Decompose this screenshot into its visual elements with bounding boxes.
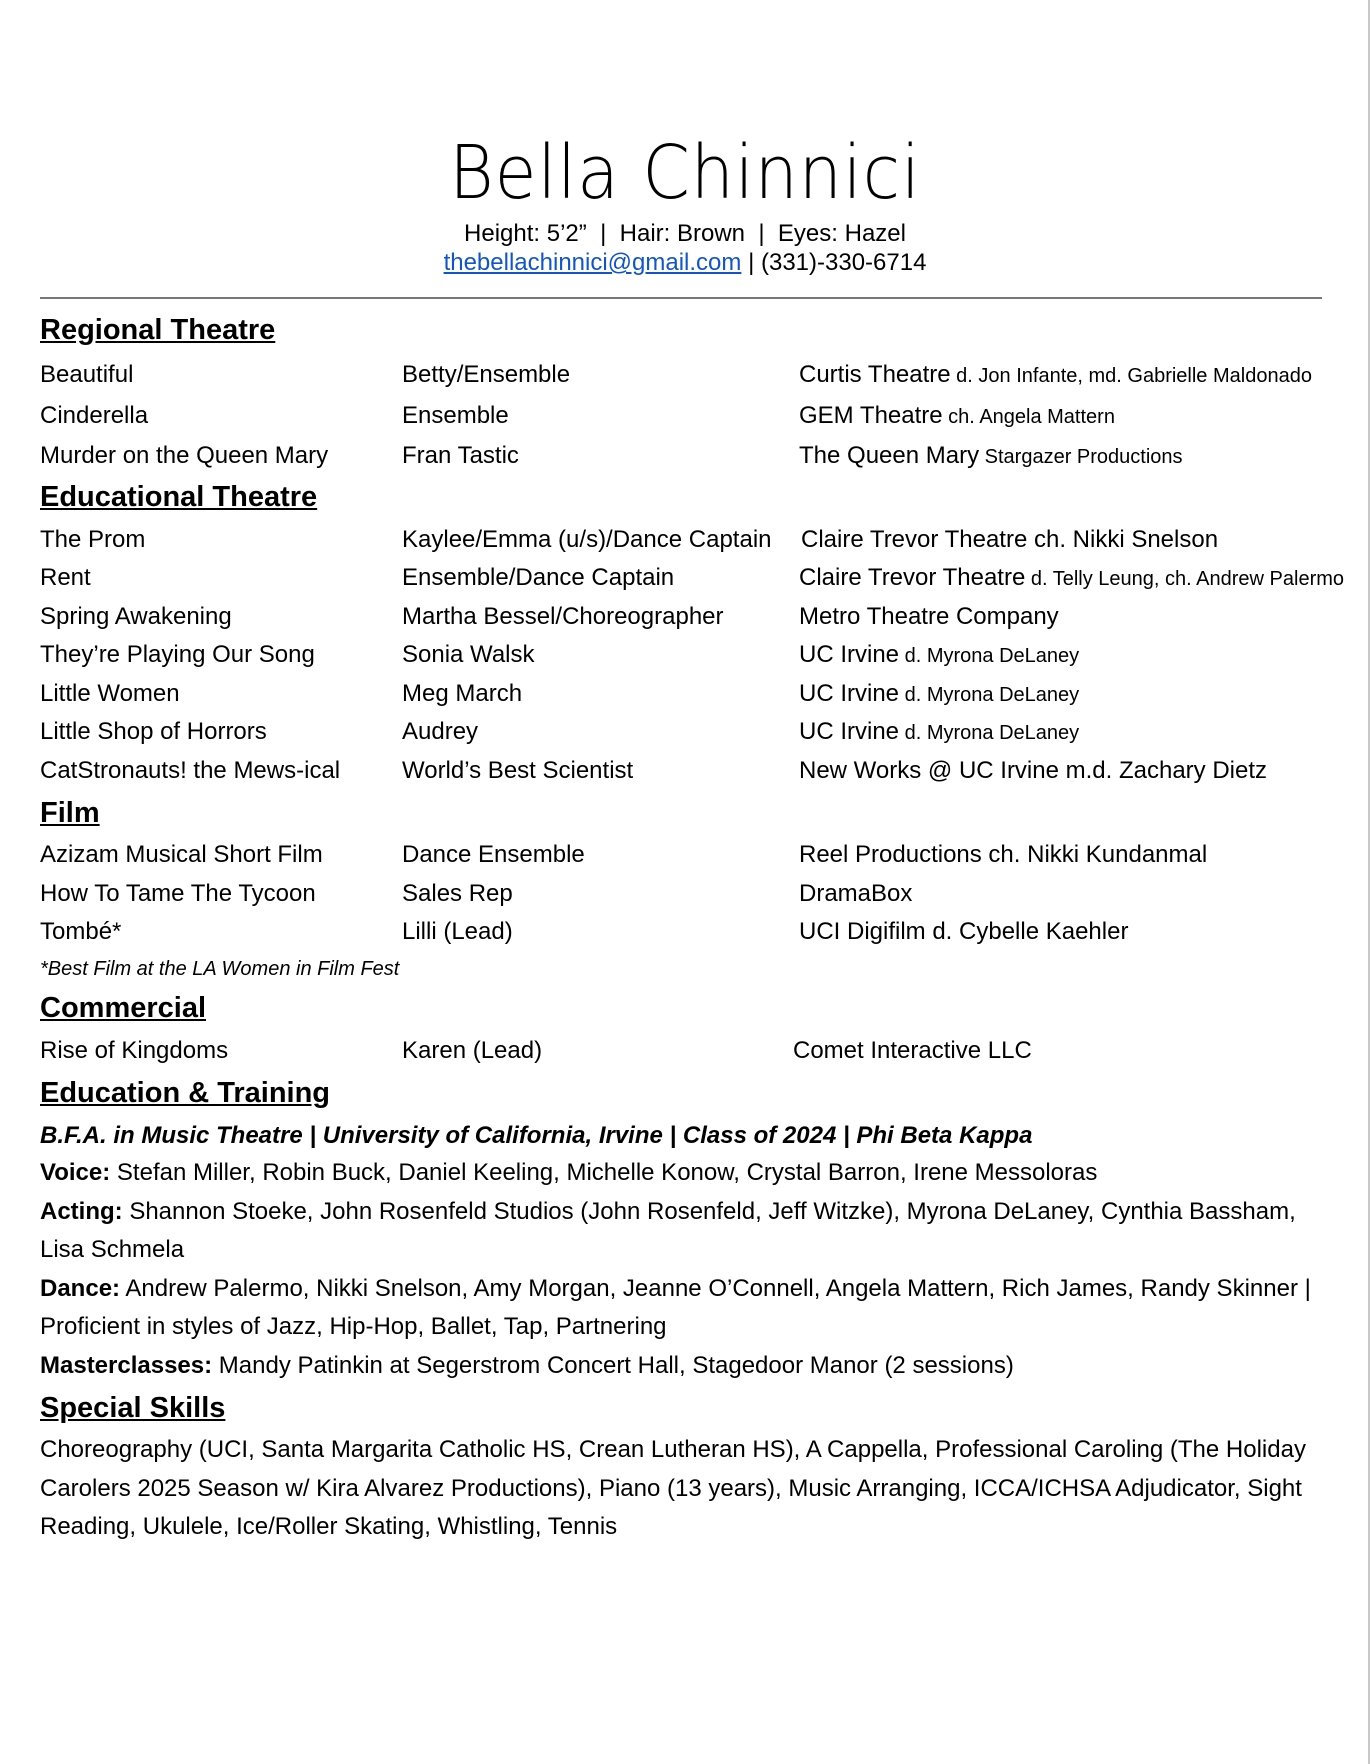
- credit-venue: GEM Theatre ch. Angela Mattern: [799, 402, 1115, 429]
- training-block: [40, 1154, 1340, 1385]
- credit-show: How To Tame The Tycoon: [40, 880, 316, 907]
- contact-separator: |: [741, 249, 761, 276]
- credit-show: Beautiful: [40, 361, 134, 388]
- credit-show: The Prom: [40, 526, 146, 553]
- section-title-regional: Regional Theatre: [40, 314, 276, 346]
- credit-venue: UC Irvine d. Myrona DeLaney: [799, 718, 1080, 745]
- section-title-film: Film: [40, 797, 100, 829]
- credit-role: Ensemble: [402, 402, 509, 429]
- training-masterclasses: Masterclasses: Mandy Patinkin at Segerstrom Concert Hall, Stagedoor Manor (2 sessions): [40, 1351, 1014, 1379]
- credit-venue: New Works @ UC Irvine m.d. Zachary Dietz: [799, 757, 1268, 784]
- section-title-skills: Special Skills: [40, 1392, 226, 1424]
- physical-stats: Height: 5’2” | Hair: Brown | Eyes: Hazel: [464, 220, 906, 247]
- degree-line: B.F.A. in Music Theatre | University of California, Irvine | Class of 2024 | Phi Beta Kappa: [40, 1122, 1033, 1149]
- section-title-education: Education & Training: [40, 1077, 331, 1109]
- credit-venue: Reel Productions ch. Nikki Kundanmal: [799, 841, 1208, 868]
- phone-number: (331)-330-6714: [760, 249, 927, 276]
- credit-role: World’s Best Scientist: [402, 757, 634, 784]
- email-link[interactable]: thebellachinnici@gmail.com: [443, 249, 742, 276]
- credit-director: d. Jon Infante, md. Gabrielle Maldonado: [950, 365, 1312, 387]
- credit-show: Little Shop of Horrors: [40, 718, 267, 745]
- credit-role: Dance Ensemble: [402, 841, 585, 868]
- credit-show: Cinderella: [40, 402, 149, 429]
- actor-name: Bella Chinnici: [449, 130, 921, 216]
- credit-show: Murder on the Queen Mary: [40, 442, 329, 469]
- credit-role: Audrey: [402, 718, 479, 745]
- credit-director: Stargazer Productions: [979, 446, 1183, 468]
- credit-role: Karen (Lead): [402, 1037, 543, 1064]
- credit-venue: Claire Trevor Theatre d. Telly Leung, ch. Andrew Palermo: [799, 564, 1345, 591]
- credit-director: ch. Angela Mattern: [942, 406, 1115, 428]
- film-footnote: *Best Film at the LA Women in Film Fest: [40, 958, 400, 980]
- credit-show: Azizam Musical Short Film: [40, 841, 323, 868]
- credit-role: Meg March: [402, 680, 523, 707]
- credit-show: CatStronauts! the Mews-ical: [40, 757, 341, 784]
- header-divider: [40, 297, 1322, 299]
- credit-director: d. Myrona DeLaney: [899, 645, 1080, 667]
- credit-show: Little Women: [40, 680, 180, 707]
- credit-venue: Metro Theatre Company: [799, 603, 1059, 630]
- credit-venue: UCI Digifilm d. Cybelle Kaehler: [799, 918, 1129, 945]
- section-title-commercial: Commercial: [40, 992, 207, 1024]
- credit-director: d. Telly Leung, ch. Andrew Palermo: [1025, 568, 1345, 590]
- credit-venue: Curtis Theatre d. Jon Infante, md. Gabrielle Maldonado: [799, 361, 1312, 388]
- credit-role: Sales Rep: [402, 880, 513, 907]
- credit-role: Ensemble/Dance Captain: [402, 564, 675, 591]
- credit-role: Kaylee/Emma (u/s)/Dance Captain: [402, 526, 772, 553]
- training-dance: Dance: Andrew Palermo, Nikki Snelson, Amy Morgan, Jeanne O’Connell, Angela Mattern, Rich James, Randy Skinner | Proficient in styles of Jazz, Hip-Hop, Ballet, Tap, Partnering: [40, 1274, 1311, 1340]
- credit-role: Sonia Walsk: [402, 641, 535, 668]
- credit-venue: The Queen Mary Stargazer Productions: [799, 442, 1183, 469]
- skills-text: Choreography (UCI, Santa Margarita Catholic HS, Crean Lutheran HS), A Cappella, Professional Caroling (The Holiday Carolers 2025 Season w/ Kira Alvarez Productions), Piano (13 years), Music Arranging, ICCA/ICHSA Adjudicator, Sight Reading, Ukulele, Ice/Roller Skating, Whistling, Tennis: [40, 1436, 1306, 1540]
- credit-director: d. Myrona DeLaney: [899, 722, 1080, 744]
- credit-show: Tombé*: [40, 918, 122, 945]
- credit-show: Spring Awakening: [40, 603, 232, 630]
- training-acting: Acting: Shannon Stoeke, John Rosenfeld Studios (John Rosenfeld, Jeff Witzke), Myrona DeLaney, Cynthia Bassham, Lisa Schmela: [40, 1197, 1296, 1263]
- credit-venue: Comet Interactive LLC: [793, 1037, 1032, 1064]
- credit-role: Martha Bessel/Choreographer: [402, 603, 724, 630]
- credit-show: Rise of Kingdoms: [40, 1037, 229, 1064]
- credit-director: d. Myrona DeLaney: [899, 684, 1080, 706]
- section-title-educational: Educational Theatre: [40, 481, 318, 513]
- credit-role: Fran Tastic: [402, 442, 519, 469]
- credit-role: Betty/Ensemble: [402, 361, 571, 388]
- credit-venue: Claire Trevor Theatre ch. Nikki Snelson: [801, 526, 1219, 553]
- credit-venue: UC Irvine d. Myrona DeLaney: [799, 641, 1080, 668]
- contact-line: [0, 248, 1370, 278]
- credit-venue: DramaBox: [799, 880, 913, 907]
- credit-show: They’re Playing Our Song: [40, 641, 315, 668]
- training-voice: Voice: Stefan Miller, Robin Buck, Daniel Keeling, Michelle Konow, Crystal Barron, Irene Messoloras: [40, 1159, 1098, 1186]
- credit-role: Lilli (Lead): [402, 918, 513, 945]
- credit-venue: UC Irvine d. Myrona DeLaney: [799, 680, 1080, 707]
- credit-show: Rent: [40, 564, 91, 591]
